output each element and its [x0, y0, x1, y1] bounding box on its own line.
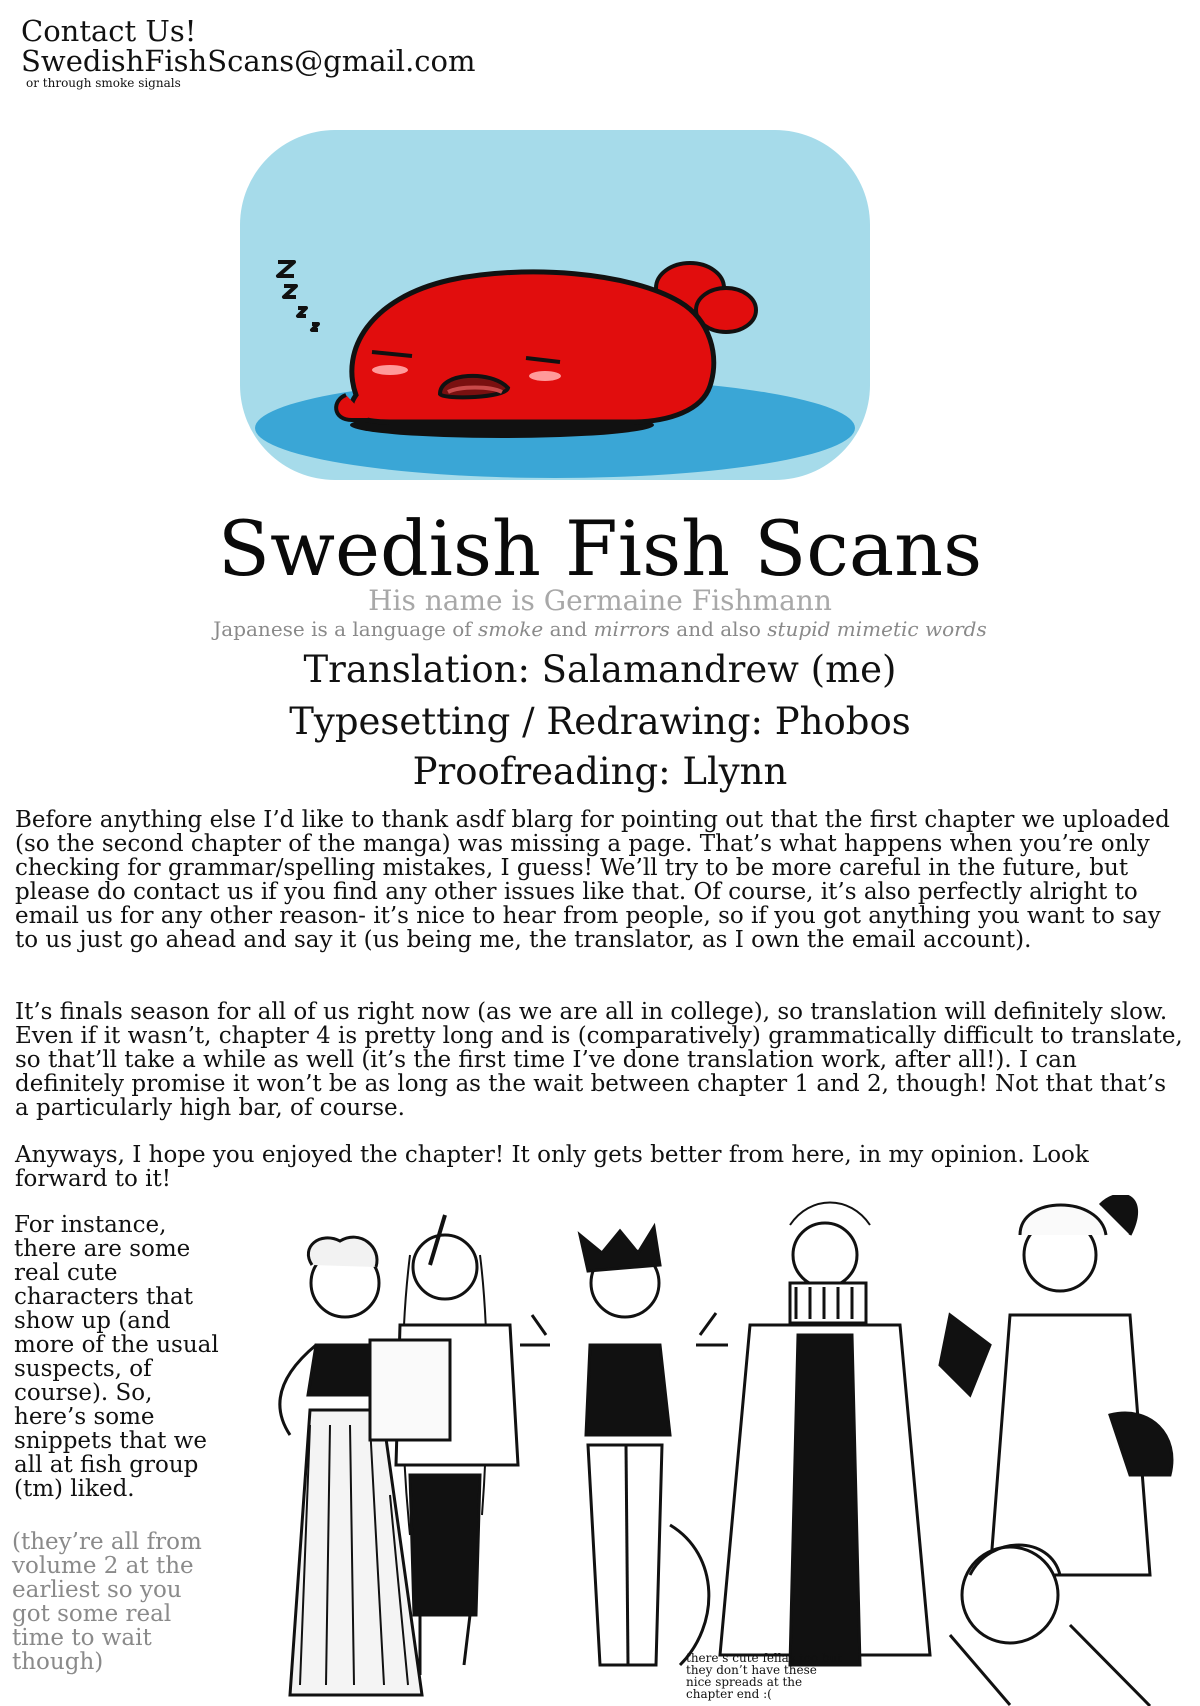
- contact-title: Contact Us!: [21, 14, 197, 48]
- manga-characters-illustration: [250, 1195, 1200, 1706]
- character-4: [720, 1203, 930, 1666]
- manga-caption: there’s cute fellas too but they don’t have these nice spreads at the chapter end :(: [686, 1651, 843, 1701]
- paragraph-thanks: Before anything else I’d like to thank asdf blarg for pointing out that the first chapter we uploaded (so the second chapter of the manga) was missing a page. That’s what happens when you’re only checking for grammar/spelling mistakes, I guess! We’ll try to be more careful in the future, but please do contact us if you find any other issues like that. Of course, it’s also perfectly alright to email us for any other reason- it’s nice to hear from people, so if you got anything you want to say to us just go ahead and say it (us being me, the translator, as I own the email account).: [15, 807, 1170, 953]
- character-5: [940, 1195, 1172, 1706]
- contact-note: or through smoke signals: [26, 76, 181, 90]
- side-note: For instance, there are some real cute characters that show up (and more of the usual suspects, of course). So, here’s some snippets that we all at fish group (tm) liked.: [14, 1212, 219, 1502]
- character-3: [520, 1227, 728, 1665]
- credit-translation: Translation: Salamandrew (me): [303, 648, 897, 691]
- contact-email-link[interactable]: SwedishFishScans@gmail.com: [21, 44, 476, 78]
- red-fish-body: [351, 272, 714, 422]
- subtagline: Japanese is a language of smoke and mirrors and also stupid mimetic words: [213, 617, 987, 641]
- site-title: Swedish Fish Scans: [217, 504, 983, 593]
- side-aside: (they’re all from volume 2 at the earliest so you got some real time to wait though): [12, 1529, 202, 1675]
- sleeping-fish-illustration: [240, 130, 870, 490]
- blush-right: [529, 371, 561, 381]
- paragraph-schedule: It’s finals season for all of us right now (as we are all in college), so translation will definitely slow. Even if it wasn’t, chapter 4 is pretty long and is (comparatively) grammatically difficult to translate, so that’ll take a while as well (it’s the first time I’ve done translation work, after all!). I can definitely promise it won’t be as long as the wait between chapter 1 and 2, though! Not that that’s a particularly high bar, of course.: [15, 999, 1183, 1121]
- credit-proofreading: Proofreading: Llynn: [412, 750, 788, 793]
- credit-typesetting: Typesetting / Redrawing: Phobos: [289, 700, 911, 743]
- paragraph-closing: Anyways, I hope you enjoyed the chapter! It only gets better from here, in my opinion. Look forward to it!: [15, 1142, 1089, 1192]
- blush-left: [372, 365, 408, 375]
- tagline: His name is Germaine Fishmann: [368, 584, 832, 617]
